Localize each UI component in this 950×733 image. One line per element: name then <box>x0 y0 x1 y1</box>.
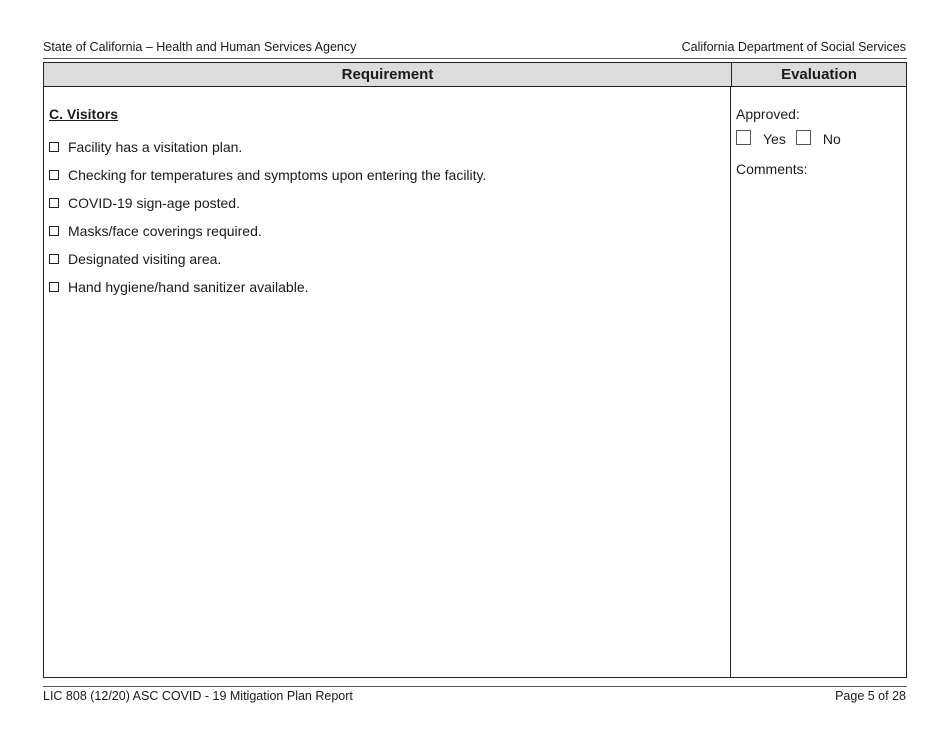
checklist-item-label: Masks/face coverings required. <box>68 223 262 239</box>
checklist-item <box>49 279 309 295</box>
requirement-column-header: Requirement <box>44 63 731 87</box>
column-divider <box>730 87 731 677</box>
checklist-item <box>49 195 240 211</box>
checklist-item-label: Designated visiting area. <box>68 251 222 267</box>
checklist-item-label: COVID-19 sign-age posted. <box>68 195 240 211</box>
checkbox[interactable] <box>49 226 59 236</box>
checkbox[interactable] <box>49 254 59 264</box>
footer-form-id: LIC 808 (12/20) ASC COVID - 19 Mitigation Plan Report <box>43 689 353 703</box>
no-checkbox[interactable] <box>796 130 811 145</box>
checklist-item <box>49 139 242 155</box>
checkbox[interactable] <box>49 142 59 152</box>
yes-label: Yes <box>763 131 786 147</box>
header-agency: State of California – Health and Human Services Agency <box>43 40 357 54</box>
section-title: C. Visitors <box>49 106 118 122</box>
approved-label: Approved: <box>736 106 800 122</box>
header-department: California Department of Social Services <box>681 40 906 54</box>
yes-checkbox[interactable] <box>736 130 751 145</box>
evaluation-column-header: Evaluation <box>731 63 906 87</box>
checklist-item <box>49 251 221 267</box>
checklist-item-label: Facility has a visitation plan. <box>68 139 243 155</box>
comments-label: Comments: <box>736 161 808 177</box>
footer-rule <box>43 686 907 687</box>
page-number: Page 5 of 28 <box>835 689 906 703</box>
approval-options <box>736 131 841 147</box>
header-rule <box>43 58 907 59</box>
no-label: No <box>822 131 841 147</box>
checklist-item-label: Hand hygiene/hand sanitizer available. <box>68 279 309 295</box>
checklist-item <box>49 223 262 239</box>
checkbox[interactable] <box>49 282 59 292</box>
requirements-table <box>43 62 907 678</box>
checkbox[interactable] <box>49 198 59 208</box>
checklist-item <box>49 167 486 183</box>
checkbox[interactable] <box>49 170 59 180</box>
checklist-item-label: Checking for temperatures and symptoms upon entering the facility. <box>68 167 487 183</box>
